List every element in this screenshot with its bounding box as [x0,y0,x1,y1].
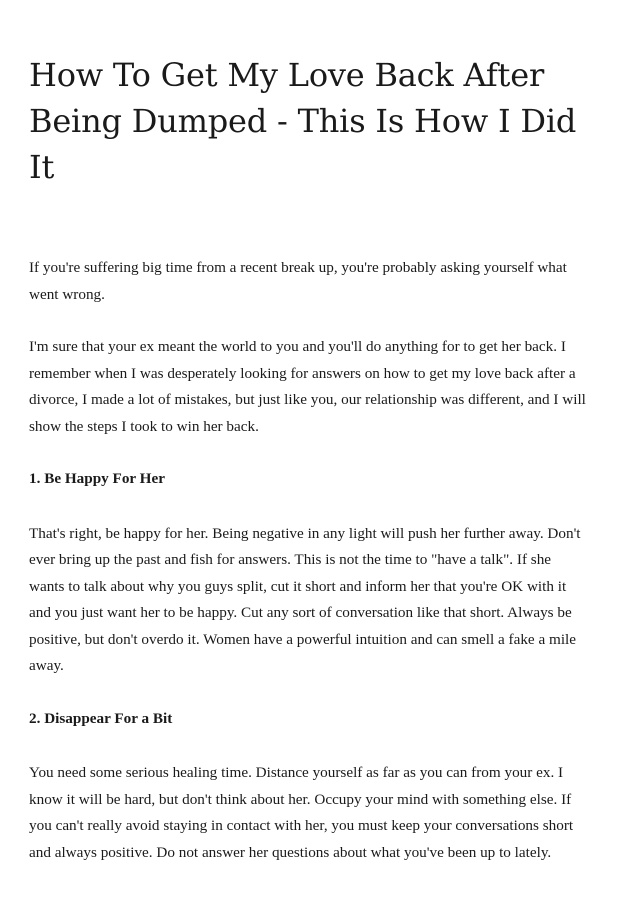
section-body-2: You need some serious healing time. Distance yourself as far as you can from your ex. I know it will be hard, but don't think about her. Occupy your mind with something else. If you can't really avoid staying in contact with her, you must keep your conversations short and always positive. Do not answer her questions about what you've been up to lately. [29,764,574,861]
spacer [29,190,589,255]
document-title: How To Get My Love Back After Being Dumped - This Is How I Did It [29,56,577,186]
section-body-1: That's right, be happy for her. Being negative in any light will push her further away. Don't ever bring up the past and fish for answers. This is not the time to "have a talk". If she wants to talk about why you guys split, cut it short and inform her that you're OK with it and you just want her to be happy. Cut any sort of conversation like that short. Always be positive, but don't overdo it. Women have a powerful intuition and can smell a fake a mile away. [29,524,581,674]
spacer [29,308,589,334]
spacer [29,680,589,706]
section-heading-1: 1. Be Happy For Her [29,470,165,487]
spacer [29,493,589,521]
spacer [29,440,589,466]
spacer [29,732,589,760]
document-page [29,52,589,866]
intro-paragraph-1: If you're suffering big time from a recent break up, you're probably asking yourself what went wrong. [29,259,567,303]
intro-paragraph-2: I'm sure that your ex meant the world to you and you'll do anything for to get her back. I remember when I was desperately looking for answers on how to get my love back after a divorce, I made a lot of mistakes, but just like you, our relationship was different, and I will show the steps I took to win her back. [29,338,586,435]
section-heading-2: 2. Disappear For a Bit [29,709,173,727]
